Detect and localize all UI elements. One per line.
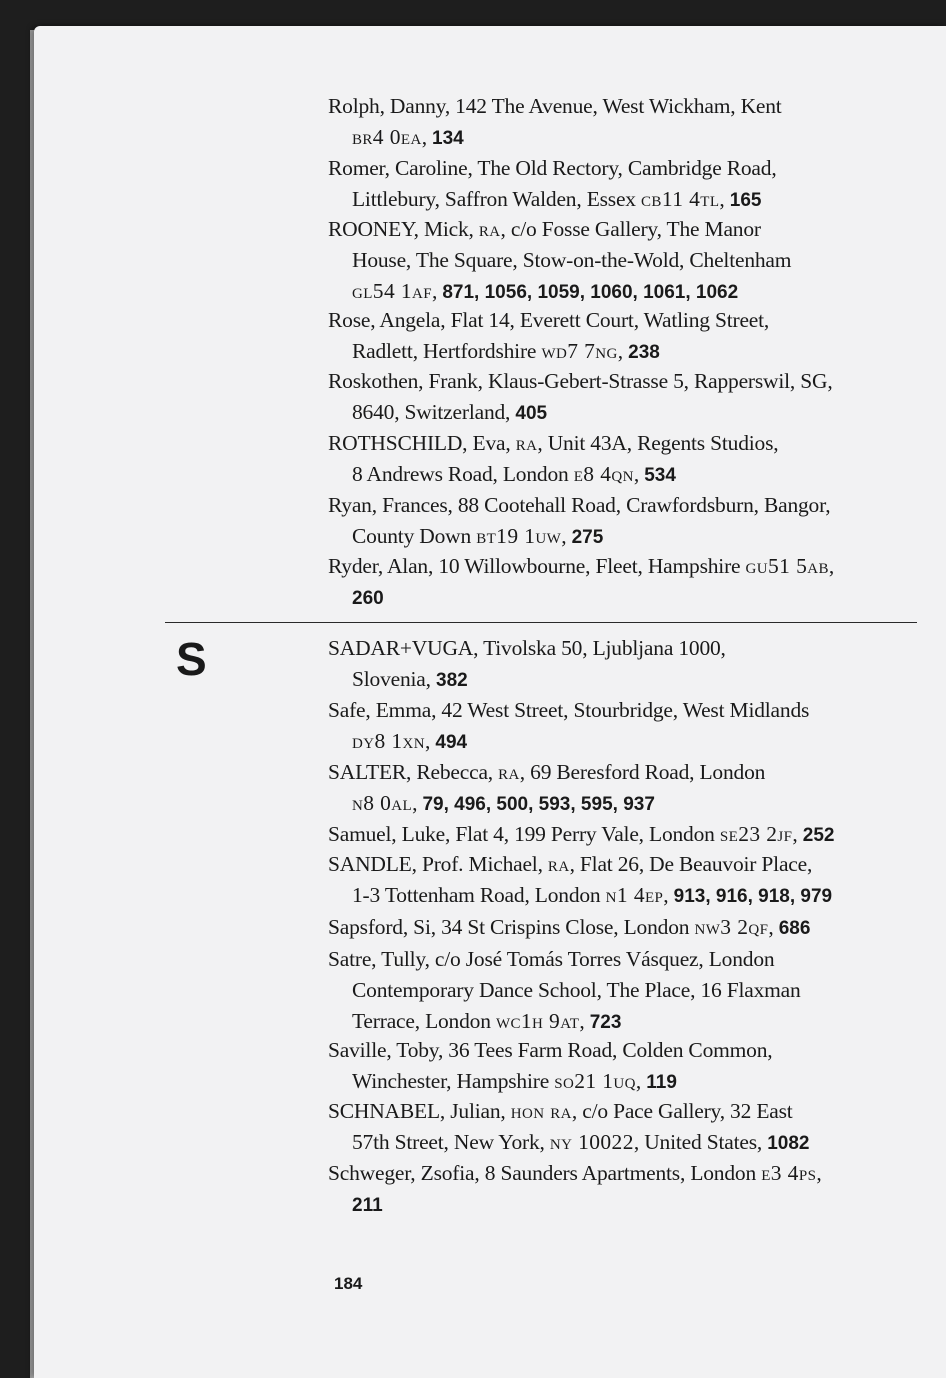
index-entry — [328, 214, 928, 308]
entry-text: , — [792, 822, 803, 846]
entry-text: , United States, — [633, 1130, 768, 1154]
small-caps-text: e3 4ps — [761, 1161, 817, 1185]
small-caps-text: wd7 7ng — [541, 339, 618, 363]
small-caps-text: nw3 2qf — [694, 915, 769, 939]
entry-line — [328, 366, 928, 397]
section-letter: S — [176, 633, 207, 685]
entry-line — [328, 428, 928, 459]
page-reference: 534 — [644, 465, 676, 486]
page-reference: 494 — [435, 732, 468, 753]
entry-text: Terrace, London — [352, 1009, 496, 1033]
entry-text: 57th Street, New York, — [352, 1130, 550, 1154]
entry-text: , — [617, 339, 629, 363]
entry-text: , — [561, 524, 572, 548]
index-entry — [328, 912, 928, 944]
entry-text: 1-3 Tottenham Road, London — [352, 883, 606, 907]
small-caps-text: gu51 5ab — [745, 554, 829, 578]
index-entry — [328, 428, 928, 491]
entry-text: , — [663, 883, 674, 907]
entry-line — [328, 1127, 928, 1159]
entry-line — [328, 849, 928, 880]
entry-text: Winchester, Hampshire — [352, 1069, 555, 1093]
entry-line — [328, 276, 928, 308]
entry-text: Rolph, Danny, 142 The Avenue, West Wickham, Kent — [328, 94, 782, 118]
entry-text: , — [816, 1161, 822, 1185]
entry-line — [328, 336, 928, 368]
entry-line — [328, 788, 928, 820]
small-caps-text: ra — [498, 760, 520, 784]
entry-text: Saville, Toby, 36 Tees Farm Road, Colden Common, — [328, 1038, 773, 1062]
index-entry — [328, 819, 928, 851]
small-caps-text: ny 10022 — [549, 1130, 634, 1154]
entry-text: ROONEY, Mick, — [328, 217, 479, 241]
small-caps-text: hon ra — [510, 1099, 572, 1123]
entry-line — [328, 1006, 928, 1038]
entry-line — [328, 1096, 928, 1127]
index-entry — [328, 695, 928, 758]
small-caps-text: se23 2jf — [719, 822, 793, 846]
entry-text: Roskothen, Frank, Klaus-Gebert-Strasse 5, Rapperswil, SG, — [328, 369, 833, 393]
entry-text: , c/o Fosse Gallery, The Manor — [500, 217, 761, 241]
entry-line — [328, 695, 928, 726]
small-caps-text: gl54 1af — [352, 279, 432, 303]
page-reference: 260 — [352, 588, 384, 609]
entry-text: , — [421, 125, 433, 149]
entry-line — [328, 521, 928, 553]
page-reference: 165 — [729, 190, 762, 211]
entry-line — [328, 912, 928, 944]
small-caps-text: bt19 1uw — [476, 524, 562, 548]
entry-line — [328, 1066, 928, 1098]
small-caps-text: ra — [547, 852, 570, 876]
page-number: 184 — [334, 1274, 363, 1293]
entry-line — [328, 91, 928, 122]
page-reference: 211 — [352, 1195, 383, 1216]
entry-text: , Unit 43A, Regents Studios, — [537, 431, 779, 455]
index-entry — [328, 849, 928, 912]
entry-line — [328, 582, 928, 614]
entry-line — [328, 397, 928, 429]
entry-text: , — [425, 729, 436, 753]
entry-text: , 69 Beresford Road, London — [519, 760, 766, 784]
small-caps-text: ra — [478, 217, 501, 241]
entry-line — [328, 490, 928, 521]
page-reference: 134 — [432, 128, 464, 149]
small-caps-text: ra — [515, 431, 538, 455]
page-reference: 686 — [778, 918, 811, 939]
page-reference: 119 — [646, 1072, 677, 1093]
entry-line — [328, 819, 928, 851]
entry-text: , — [432, 279, 443, 303]
page-reference: 1082 — [767, 1133, 810, 1154]
entry-text: , — [828, 554, 835, 578]
entry-text: Safe, Emma, 42 West Street, Stourbridge, West Midlands — [328, 698, 810, 722]
entry-text: SANDLE, Prof. Michael, — [328, 852, 548, 876]
index-entry — [328, 305, 928, 368]
small-caps-text: cb11 4tl — [641, 187, 720, 211]
entry-text: Romer, Caroline, The Old Rectory, Cambridge Road, — [328, 156, 777, 180]
page-reference: 79, 496, 500, 593, 595, 937 — [422, 794, 655, 815]
page-reference: 913, 916, 918, 979 — [673, 886, 833, 907]
page-reference: 238 — [628, 342, 660, 363]
page-reference: 871, 1056, 1059, 1060, 1061, 1062 — [442, 282, 739, 303]
small-caps-text: br4 0ea — [352, 125, 422, 149]
entry-text: Rose, Angela, Flat 14, Everett Court, Watling Street, — [328, 308, 770, 332]
index-entry — [328, 91, 928, 154]
entry-text: Satre, Tully, c/o José Tomás Torres Vásquez, London — [328, 947, 775, 971]
entry-line — [328, 459, 928, 491]
entry-text: ROTHSCHILD, Eva, — [328, 431, 516, 455]
index-entry — [328, 490, 928, 553]
entry-text: 8640, Switzerland, — [352, 400, 516, 424]
page-reference: 252 — [802, 825, 835, 846]
page-reference: 405 — [515, 403, 548, 424]
entry-text: Ryan, Frances, 88 Cootehall Road, Crawfordsburn, Bangor, — [328, 493, 831, 517]
entry-line — [328, 1158, 928, 1189]
entry-line — [328, 551, 928, 582]
entry-text: , — [579, 1009, 590, 1033]
small-caps-text: n1 4ep — [605, 883, 664, 907]
entry-text: 8 Andrews Road, London — [352, 462, 574, 486]
entry-line — [328, 153, 928, 184]
small-caps-text: e8 4qn — [573, 462, 634, 486]
entry-line — [328, 944, 928, 975]
entry-line — [328, 305, 928, 336]
index-entry — [328, 757, 928, 820]
entry-line — [328, 184, 928, 216]
entry-text: SADAR+VUGA, Tivolska 50, Ljubljana 1000, — [328, 636, 726, 660]
index-entry — [328, 1035, 928, 1098]
entry-text: Radlett, Hertfordshire — [352, 339, 542, 363]
entry-text: , — [633, 462, 645, 486]
page-reference: 382 — [436, 670, 468, 691]
entry-text: , Flat 26, De Beauvoir Place, — [569, 852, 813, 876]
entry-text: Ryder, Alan, 10 Willowbourne, Fleet, Hampshire — [328, 554, 746, 578]
index-entry — [328, 1158, 928, 1221]
small-caps-text: wc1h 9at — [495, 1009, 580, 1033]
entry-line — [328, 880, 928, 912]
entry-text: , — [768, 915, 779, 939]
section-divider — [165, 622, 917, 623]
entry-text: Contemporary Dance School, The Place, 16 Flaxman — [352, 978, 801, 1002]
index-entry — [328, 153, 928, 216]
index-entry — [328, 1096, 928, 1159]
entry-text: Slovenia, — [352, 667, 436, 691]
small-caps-text: so21 1uq — [554, 1069, 636, 1093]
index-entry — [328, 633, 928, 696]
entry-text: Sapsford, Si, 34 St Crispins Close, London — [328, 915, 695, 939]
entry-text: House, The Square, Stow-on-the-Wold, Cheltenham — [352, 248, 792, 272]
small-caps-text: n8 0al — [352, 791, 413, 815]
entry-line — [328, 975, 928, 1006]
entry-line — [328, 664, 928, 696]
entry-line — [328, 726, 928, 758]
index-entry — [328, 944, 928, 1038]
entry-text: , — [719, 187, 730, 211]
page-reference: 723 — [589, 1012, 622, 1033]
entry-text: SALTER, Rebecca, — [328, 760, 499, 784]
entry-text: County Down — [352, 524, 477, 548]
entry-text: , — [635, 1069, 647, 1093]
entry-line — [328, 1035, 928, 1066]
entry-line — [328, 245, 928, 276]
entry-line — [328, 1189, 928, 1221]
entry-text: SCHNABEL, Julian, — [328, 1099, 511, 1123]
small-caps-text: dy8 1xn — [352, 729, 426, 753]
index-entry — [328, 366, 928, 429]
entry-line — [328, 122, 928, 154]
page-reference: 275 — [571, 527, 604, 548]
entry-text: , c/o Pace Gallery, 32 East — [571, 1099, 793, 1123]
entry-text: Schweger, Zsofia, 8 Saunders Apartments, London — [328, 1161, 762, 1185]
entry-line — [328, 214, 928, 245]
entry-line — [328, 757, 928, 788]
entry-text: Samuel, Luke, Flat 4, 199 Perry Vale, London — [328, 822, 720, 846]
entry-line — [328, 633, 928, 664]
entry-text: Littlebury, Saffron Walden, Essex — [352, 187, 642, 211]
entry-text: , — [412, 791, 423, 815]
index-entry — [328, 551, 928, 614]
